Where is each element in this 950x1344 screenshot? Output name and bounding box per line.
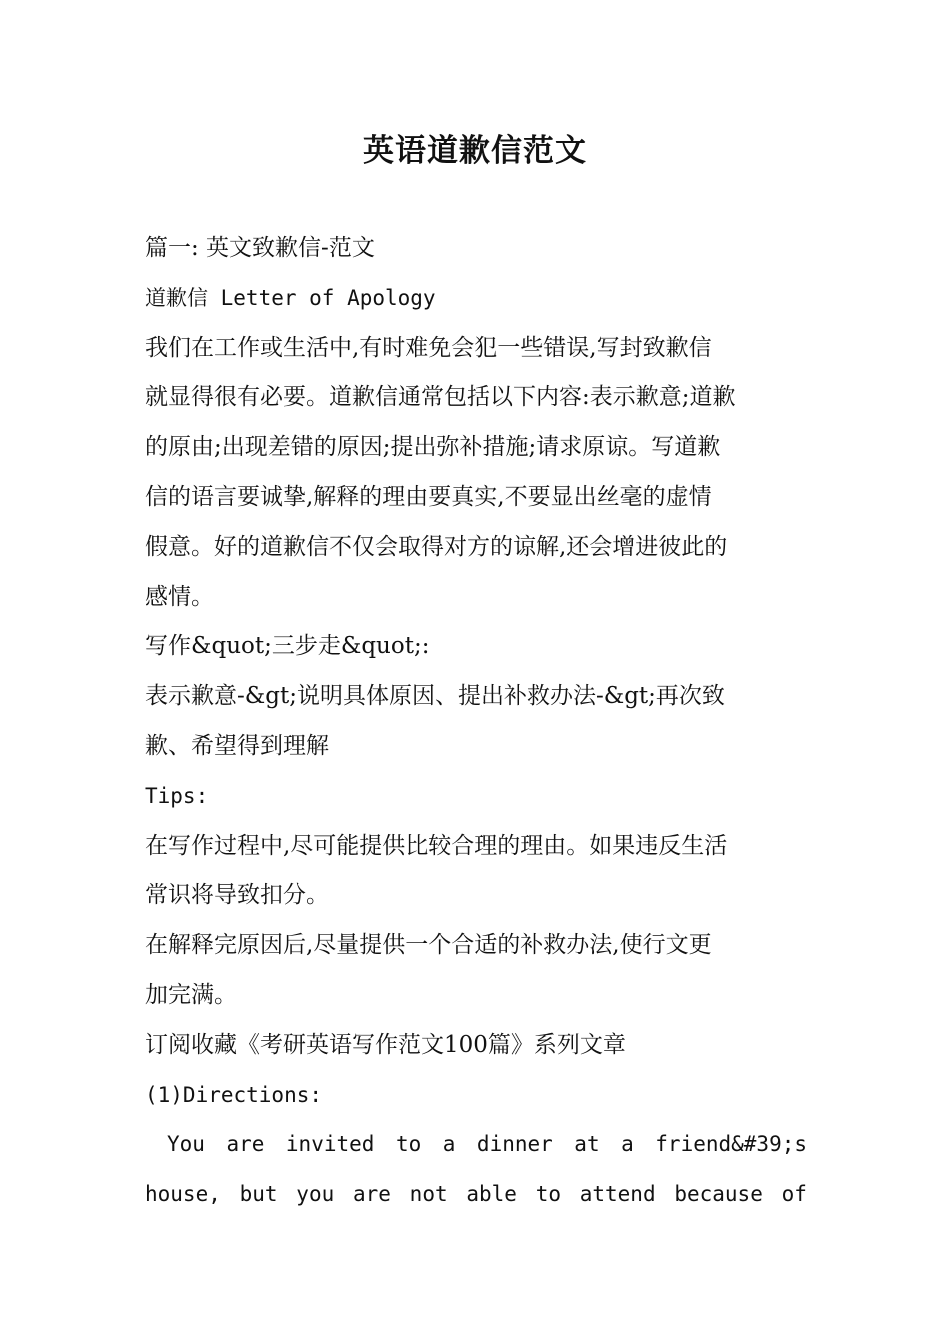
paragraph-line: 歉、希望得到理解 (145, 732, 329, 759)
word: friend&#39;s (655, 1132, 807, 1157)
directions-heading: (1)Directions: (145, 1082, 323, 1107)
paragraph-line: 加完满。 (145, 981, 237, 1008)
document-title: 英语道歉信范文 (363, 133, 587, 169)
paragraph-line: 在解释完原因后,尽量提供一个合适的补救办法,使行文更 (145, 932, 712, 959)
paragraph-line: 在写作过程中,尽可能提供比较合理的理由。如果违反生活 (145, 832, 728, 859)
word: You (167, 1132, 205, 1157)
paragraph-line: 感情。 (145, 583, 214, 610)
word: to (535, 1182, 561, 1207)
word: are (352, 1182, 391, 1207)
paragraph-line: 就显得很有必要。道歉信通常包括以下内容:表示歉意;道歉 (145, 384, 736, 411)
paragraph-line: 我们在工作或生活中,有时难免会犯一些错误,写封致歉信 (145, 334, 712, 361)
paragraph-line: 假意。好的道歉信不仅会取得对方的谅解,还会增进彼此的 (145, 533, 728, 560)
word: but (239, 1182, 278, 1207)
word: of (781, 1182, 807, 1207)
word: able (466, 1182, 517, 1207)
subscribe-line: 订阅收藏《考研英语写作范文100篇》系列文章 (145, 1031, 626, 1058)
word: because (674, 1182, 763, 1207)
subheading-letter-of-apology: 道歉信 Letter of Apology (145, 285, 436, 310)
paragraph-line: 表示歉意-&gt;说明具体原因、提出补救办法-&gt;再次致 (145, 683, 725, 710)
word: are (226, 1132, 265, 1157)
word: not (409, 1182, 448, 1207)
writing-steps-heading: 写作&quot;三步走&quot;: (145, 633, 430, 660)
word: a (442, 1132, 456, 1157)
word: invited (285, 1132, 375, 1157)
paragraph-line: 的原由;出现差错的原因;提出弥补措施;请求原谅。写道歉 (145, 434, 721, 461)
english-justified-line-1 (145, 1120, 807, 1170)
word: you (296, 1182, 335, 1207)
document-body (145, 224, 807, 1220)
word: to (395, 1132, 422, 1157)
english-justified-line-2 (145, 1170, 807, 1220)
word: house, (145, 1182, 221, 1207)
paragraph-line: 常识将导致扣分。 (145, 882, 329, 909)
paragraph-line: 信的语言要诚挚,解释的理由要真实,不要显出丝毫的虚情 (145, 483, 712, 510)
word: at (574, 1132, 600, 1157)
word: dinner (476, 1132, 553, 1157)
word: a (621, 1132, 634, 1157)
word: attend (579, 1182, 656, 1207)
tips-heading: Tips: (145, 783, 209, 808)
section-heading: 篇一: 英文致歉信-范文 (145, 235, 375, 261)
